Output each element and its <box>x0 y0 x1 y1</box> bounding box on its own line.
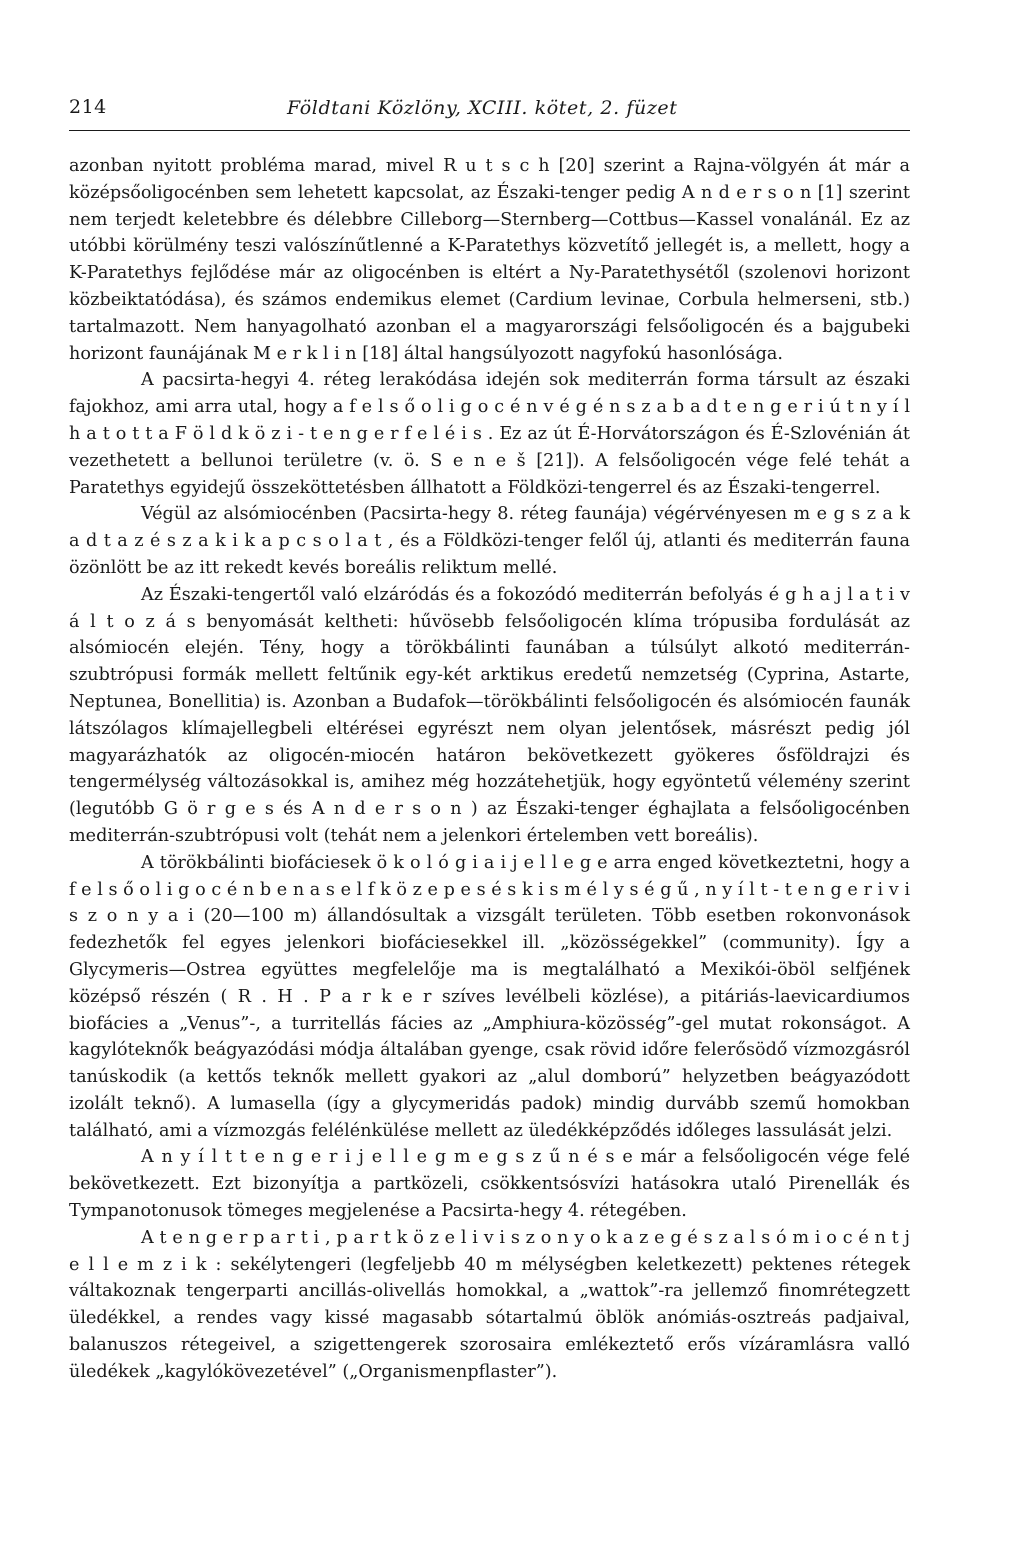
paragraph-1: azonban nyitott probléma marad, mivel R u t s c h [20] szerint a Rajna-völgyén át már a középsőoligocénben sem lehetett kapcsolat, az Északi-tenger pedig A n d e r s o n [1] szerint nem terjedt keletebbre és délebbre Cilleborg—Sternberg—Cottbus—Kassel vonalánál. Ez az utóbbi körülmény teszi valószínűtlenné a K-Paratethys közvetítő jellegét is, a mellett, hogy a K-Paratethys fejlődése már az oligocénben is eltért a Ny-Paratethysétől (szolenovi horizont közbeiktatódása), és számos endemikus elemet (Cardium levinae, Corbula helmerseni, stb.) tartalmazott. Nem hanyagolható azonban el a magyarországi felsőoligocén és a bajgubeki horizont faunájának M e r k l i n [18] által hangsúlyozott nagyfokú hasonlósága. <box>69 156 910 364</box>
page-header <box>69 96 910 131</box>
paragraph-5: A törökbálinti biofáciesek ö k o l ó g i a i j e l l e g e arra enged következtetni, hogy a f e l s ő o l i g o c é n b e n a s e l f k ö z e p e s é s k i s m é l y s é g ű , n y í l t - t e n g e r i v i s z o n y a i (20—100 m) állandósultak a vizsgált területen. Több esetben rokonvonások fedezhetők fel egyes jelenkori biofáciesekkel ill. „közösségekkel” (community). Így a Glycymeris—Ostrea együttes megfelelője ma is megtalálható a Mexikói-öböl selfjének középső részén ( R . H . P a r k e r szíves levélbeli közlése), a pitáriás-laevicardiumos biofácies a „Venus”-, a turritellás fácies az „Amphiura-közösség”-gel mutat rokonságot. A kagylóteknők beágyazódási módja általában gyenge, csak rövid időre felerősödő vízmozgásról tanúskodik (a kettős teknők mellett gyakori az „alul domború” helyzetben beágyazódott izolált teknő). A lumasella (így a glycymeridás padok) mindig durvább szemű homokban található, ami a vízmozgás felélénkülése mellett az üledékképződés időleges lassulását jelzi. <box>69 852 910 1141</box>
paragraph-7: A t e n g e r p a r t i , p a r t k ö z e l i v i s z o n y o k a z e g é s z a l s ó m i o c é n t j e l l e m z i k : sekélytengeri (legfeljebb 40 m mélységben keletkezett) pektenes rétegek váltakoznak tengerparti ancillás-olivellás homokkal, a „wattok”-ra jellemző finomrétegzett üledékkel, a rendes vagy kissé magasabb sótartalmú öblök anómiás-osztreás padjaival, balanuszos rétegeivel, a szigettengerek szorosaira emlékeztető erős vízáramlásra valló üledékek „kagylókövezetével” („Organismenpflaster”). <box>69 1227 910 1382</box>
paragraph-3: Végül az alsómiocénben (Pacsirta-hegy 8. réteg faunája) végérvényesen m e g s z a k a d t a z é s z a k i k a p c s o l a t , és a Földközi-tenger felől új, atlanti és mediterrán fauna özönlött be az itt rekedt kevés boreális reliktum mellé. <box>69 504 910 578</box>
article-body <box>69 153 910 1386</box>
paragraph-6: A n y í l t t e n g e r i j e l l e g m e g s z ű n é s e már a felsőoligocén vége felé bekövetkezett. Ezt bizonyítja a partközeli, csökkentsósvízi hatásokra utaló Pirenellák és Tympanotonusok tömeges megjelenése a Pacsirta-hegy 4. rétegében. <box>69 1147 910 1222</box>
paragraph-2: A pacsirta-hegyi 4. réteg lerakódása idején sok mediterrán forma társult az északi fajokhoz, ami arra utal, hogy a f e l s ő o l i g o c é n v é g é n s z a b a d t e n g e r i ú t n y í l h a t o t t a F ö l d k ö z i - t e n g e r f e l é i s . Ez az út É-Horvátországon és É-Szlovénián át vezethetett a bellunoi területre (v. ö. S e n e š [21]). A felsőoligocén vége felé tehát a Paratethys egyidejű összeköttetésben állhatott a Földközi-tengerrel és az Északi-tengerrel. <box>69 370 910 498</box>
page-number: 214 <box>69 96 107 118</box>
running-head: Földtani Közlöny, XCIII. kötet, 2. füzet <box>287 97 678 119</box>
paragraph-4: Az Északi-tengertől való elzáródás és a fokozódó mediterrán befolyás é g h a j l a t i v á l t o z á s benyomását keltheti: hűvösebb felsőoligocén klíma trópusiba fordulását az alsómiocén elején. Tény, hogy a törökbálinti faunában a túlsúlyt alkotó mediterrán-szubtrópusi formák mellett feltűnik egy-két arktikus eredetű nemzetség (Cyprina, Astarte, Neptunea, Bonellitia) is. Azonban a Budafok—törökbálinti felsőoligocén és alsómiocén faunák látszólagos klímajellegbeli eltérései egyrészt nem olyan jelentősek, másrészt pedig jól magyarázhatók az oligocén-miocén határon bekövetkezett gyökeres ősföldrajzi és tengermélység változásokkal is, amihez még hozzátehetjük, hogy egyöntetű vélemény szerint (legutóbb G ö r g e s és A n d e r s o n ) az Északi-tenger éghajlata a felsőoligocénben mediterrán-szubtrópusi volt (tehát nem a jelenkori értelemben vett boreális). <box>69 584 910 846</box>
journal-page <box>69 96 910 1386</box>
